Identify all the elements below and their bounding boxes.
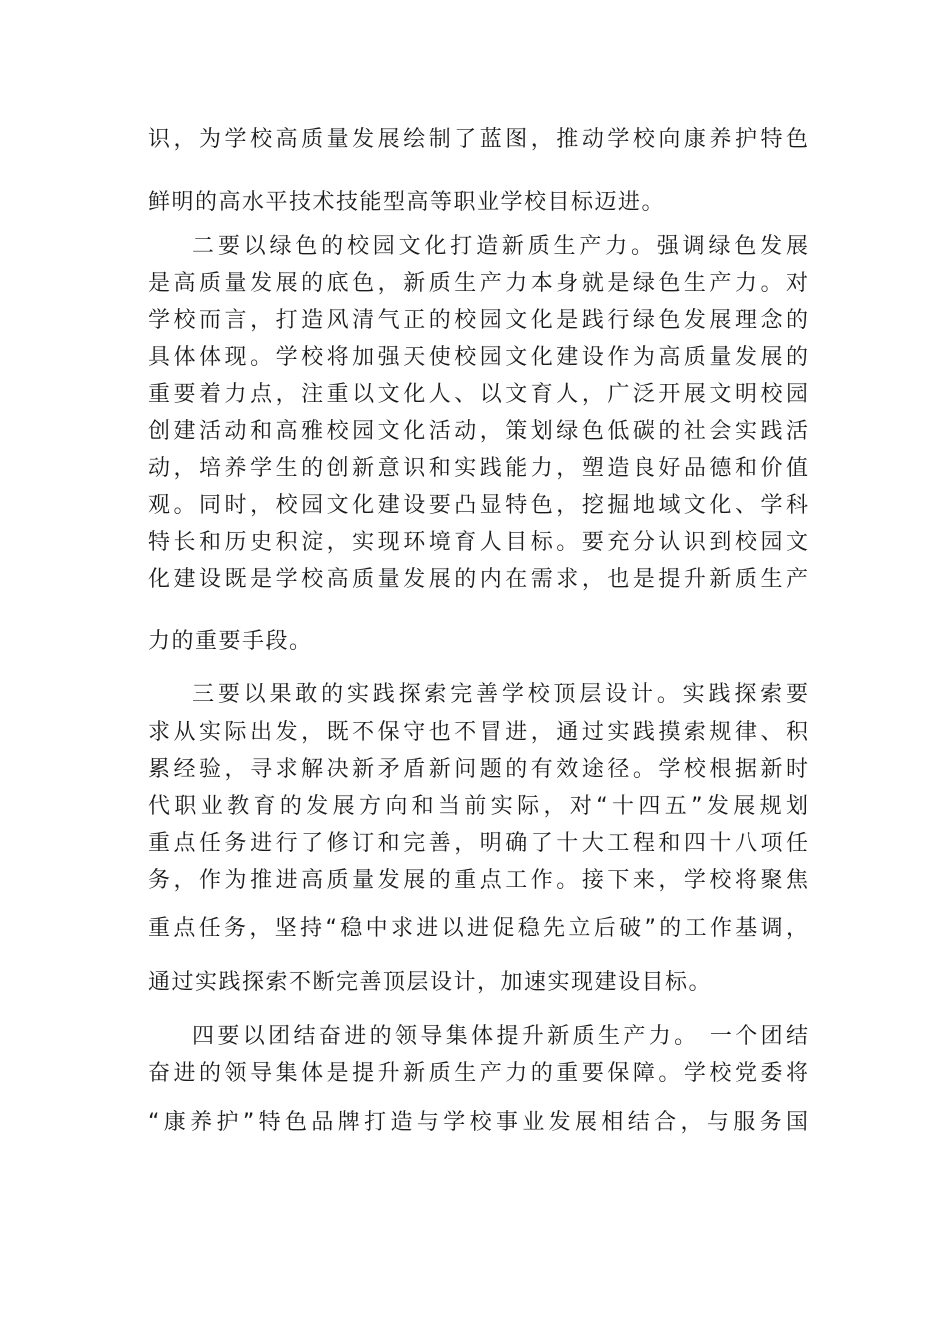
text-line: 四要以团结奋进的领导集体提升新质生产力。 一个团结 xyxy=(192,1024,808,1049)
text-line: 鲜明的高水平技术技能型高等职业学校目标迈进。 xyxy=(148,190,666,215)
text-line: 重点任务，坚持“稳中求进以进促稳先立后破”的工作基调， xyxy=(148,916,808,941)
text-line: 是高质量发展的底色，新质生产力本身就是绿色生产力。对 xyxy=(148,271,808,296)
text-line: 学校而言，打造风清气正的校园文化是践行绿色发展理念的 xyxy=(148,308,808,333)
text-line: 创建活动和高雅校园文化活动，策划绿色低碳的社会实践活 xyxy=(148,419,808,444)
text-line: 动，培养学生的创新意识和实践能力，塑造良好品德和价值 xyxy=(148,456,808,481)
text-line: 二要以绿色的校园文化打造新质生产力。强调绿色发展 xyxy=(192,234,808,259)
text-line: 力的重要手段。 xyxy=(148,629,313,654)
text-line: 务，作为推进高质量发展的重点工作。接下来，学校将聚焦 xyxy=(148,868,808,893)
text-line: 具体体现。学校将加强天使校园文化建设作为高质量发展的 xyxy=(148,345,808,370)
text-line: “康养护”特色品牌打造与学校事业发展相结合，与服务国 xyxy=(148,1110,808,1135)
text-line: 特长和历史积淀，实现环境育人目标。要充分认识到校园文 xyxy=(148,530,808,555)
text-line: 代职业教育的发展方向和当前实际，对“十四五”发展规划 xyxy=(148,794,808,819)
text-line: 观。同时，校园文化建设要凸显特色，挖掘地域文化、学科 xyxy=(148,493,808,518)
text-line: 通过实践探索不断完善顶层设计，加速实现建设目标。 xyxy=(148,970,713,995)
text-line: 三要以果敢的实践探索完善学校顶层设计。实践探索要 xyxy=(192,682,808,707)
text-line: 累经验，寻求解决新矛盾新问题的有效途径。学校根据新时 xyxy=(148,757,808,782)
text-line: 求从实际出发，既不保守也不冒进，通过实践摸索规律、积 xyxy=(148,720,808,745)
text-line: 识，为学校高质量发展绘制了蓝图，推动学校向康养护特色 xyxy=(148,127,808,152)
text-line: 重点任务进行了修订和完善，明确了十大工程和四十八项任 xyxy=(148,831,808,856)
text-line: 重要着力点，注重以文化人、以文育人，广泛开展文明校园 xyxy=(148,382,808,407)
text-line: 奋进的领导集体是提升新质生产力的重要保障。学校党委将 xyxy=(148,1061,808,1086)
text-line: 化建设既是学校高质量发展的内在需求，也是提升新质生产 xyxy=(148,567,808,592)
